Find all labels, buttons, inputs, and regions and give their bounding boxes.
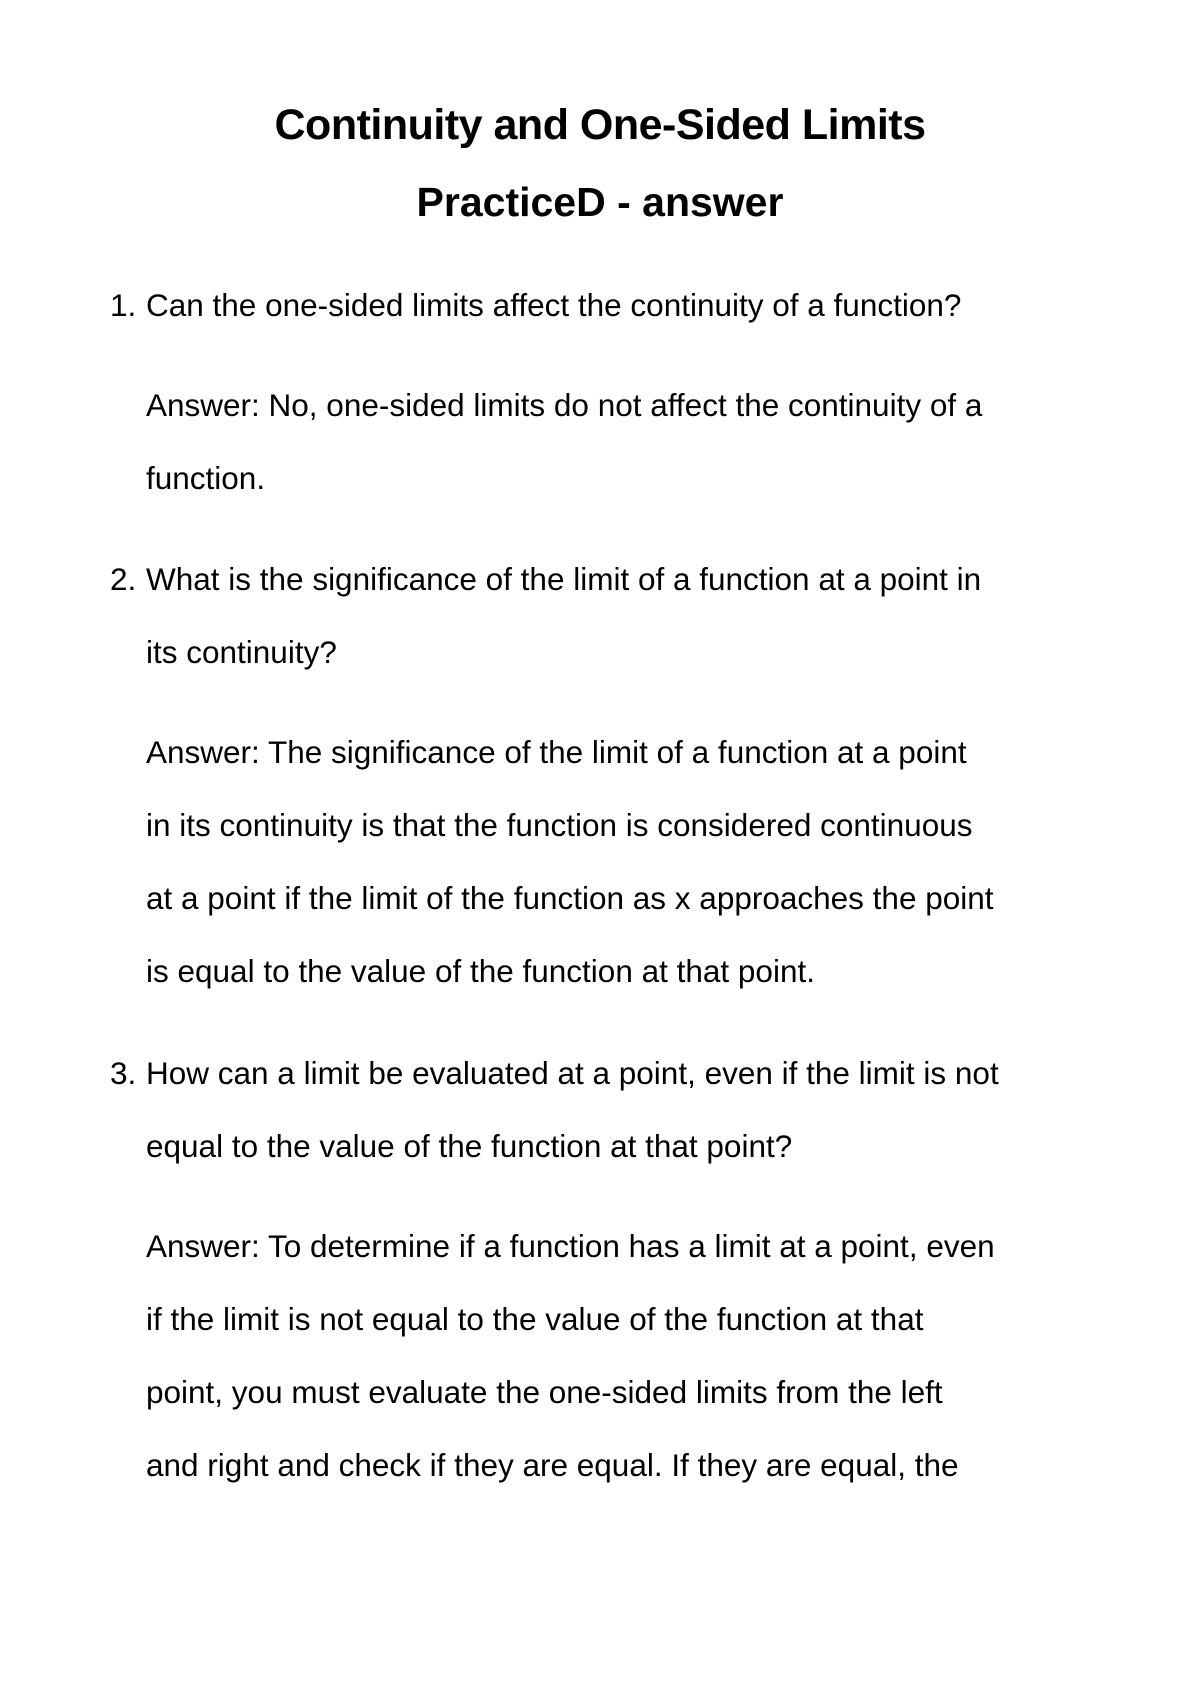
answer-text: at a point if the limit of the function as x approaches the point <box>146 880 994 916</box>
answer-text: and right and check if they are equal. If they are equal, the <box>146 1447 959 1483</box>
question-text: What is the significance of the limit of a function at a point in <box>146 561 982 597</box>
answer-text: is equal to the value of the function at that point. <box>146 953 815 989</box>
document-title: Continuity and One-Sided Limits <box>274 101 926 149</box>
document-subtitle: PracticeD - answer <box>416 179 784 225</box>
answer-text: Answer: To determine if a function has a limit at a point, even <box>146 1228 995 1264</box>
question-number: 2. <box>110 561 137 597</box>
answer-text: Answer: The significance of the limit of a function at a point <box>146 734 967 770</box>
question-text: How can a limit be evaluated at a point, even if the limit is not <box>146 1055 999 1091</box>
question-text: Can the one-sided limits affect the continuity of a function? <box>146 287 962 323</box>
question-number: 3. <box>110 1055 137 1091</box>
answer-text: Answer: No, one-sided limits do not affect the continuity of a <box>146 387 983 423</box>
question-number: 1. <box>110 287 137 323</box>
question-text: equal to the value of the function at that point? <box>146 1128 793 1164</box>
question-text: its continuity? <box>146 634 337 670</box>
answer-text: in its continuity is that the function is considered continuous <box>146 807 973 843</box>
answer-text: if the limit is not equal to the value of the function at that <box>146 1301 924 1337</box>
answer-text: point, you must evaluate the one-sided limits from the left <box>146 1374 943 1410</box>
answer-text: function. <box>146 460 266 496</box>
